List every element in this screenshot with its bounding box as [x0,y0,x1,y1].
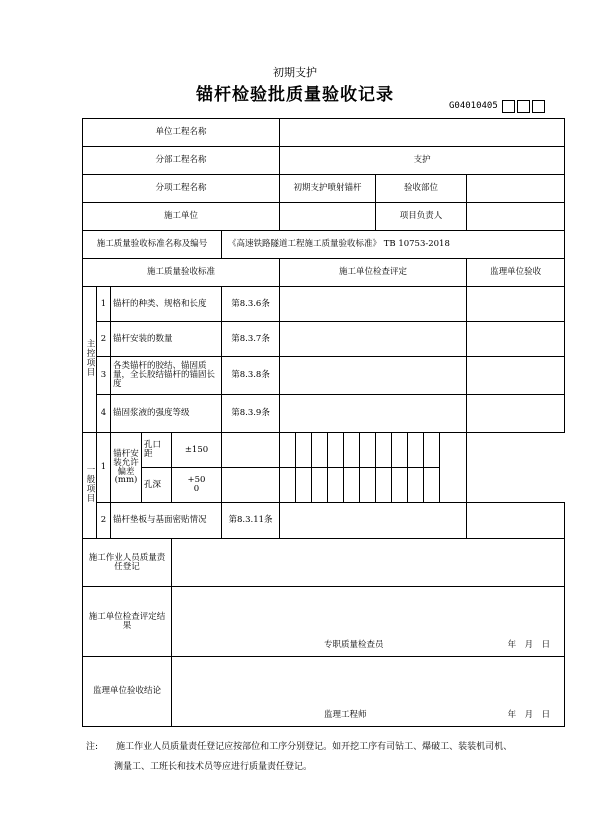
check-cell[interactable] [328,433,344,468]
supervision-conclusion-value[interactable] [172,657,565,727]
main-items-group-label: 主控项目 [83,287,97,433]
acceptance-part-label: 验收部位 [376,175,467,203]
note-line-2: 测量工、工班长和技术员等应进行质量责任登记。 [114,762,313,772]
qc-inspector-label: 专职质量检查员 [324,640,384,651]
main-item-name: 锚固浆液的强度等级 [111,395,222,433]
general-item-check[interactable] [280,503,467,539]
sub-project-value[interactable]: 支护 [280,147,565,175]
hole-depth-label: 孔深 [142,468,172,503]
general-item-ref: 第8.3.11条 [222,503,280,539]
worker-record-value[interactable] [172,539,565,587]
main-item-no: 3 [97,357,111,395]
main-item-supervision[interactable] [467,287,565,322]
construction-unit-label: 施工单位 [83,203,280,231]
check-result-label: 施工单位检查评定结果 [83,587,172,657]
supervisor-label: 监理工程师 [324,710,367,721]
project-leader-value[interactable] [467,203,565,231]
general-item-no: 1 [97,433,111,503]
check-cell[interactable] [328,468,344,503]
main-item-name: 锚杆的种类、规格和长度 [111,287,222,322]
footnote [86,737,556,777]
form-code: G04010405 [449,101,498,111]
acceptance-record-table [82,118,565,727]
main-item-name: 各类锚杆的胶结、锚固质量，全长胶结锚杆的锚固长度 [111,357,222,395]
col-header-standard: 施工质量验收标准 [83,259,280,287]
item-project-value[interactable]: 初期支护喷射锚杆 [280,175,376,203]
hole-distance-tolerance: ±150 [172,433,222,468]
check-cell[interactable] [312,468,328,503]
supervision-conclusion-label: 监理单位验收结论 [83,657,172,727]
general-item-supervision[interactable] [440,433,467,503]
main-item-name: 锚杆安装的数量 [111,322,222,357]
check-date-label: 年 月 日 [507,640,551,651]
code-box-1[interactable] [502,100,515,113]
main-item-check[interactable] [280,395,467,433]
note-line-1: 施工作业人员质量责任登记应按部位和工序分别登记。如开挖工序有司钻工、爆破工、装装机司机、 [116,742,513,752]
main-item-supervision[interactable] [467,357,565,395]
general-item-name: 锚杆垫板与基面密贴情况 [111,503,222,539]
check-cell[interactable] [296,468,312,503]
main-item-supervision[interactable] [467,322,565,357]
standard-name-value: 《高速铁路隧道工程施工质量验收标准》 TB 10753-2018 [222,231,565,259]
check-cell[interactable] [424,433,440,468]
unit-project-label: 单位工程名称 [83,119,280,147]
main-item-no: 4 [97,395,111,433]
check-cell[interactable] [360,433,376,468]
sub-project-label: 分部工程名称 [83,147,280,175]
acceptance-part-value[interactable] [467,175,565,203]
check-cell[interactable] [222,433,280,468]
check-cell[interactable] [392,433,408,468]
item-project-label: 分项工程名称 [83,175,280,203]
check-cell[interactable] [296,433,312,468]
construction-unit-value[interactable] [280,203,376,231]
check-cell[interactable] [392,468,408,503]
check-result-value[interactable] [172,587,565,657]
check-cell[interactable] [222,468,280,503]
general-item-supervision[interactable] [467,503,565,539]
check-cell[interactable] [376,468,392,503]
standard-name-label: 施工质量验收标准名称及编号 [83,231,222,259]
check-cell[interactable] [280,433,296,468]
main-item-check[interactable] [280,322,467,357]
unit-project-value[interactable] [280,119,565,147]
main-item-ref: 第8.3.6条 [222,287,280,322]
supervision-date-label: 年 月 日 [507,710,551,721]
check-cell[interactable] [424,468,440,503]
check-cell[interactable] [408,468,424,503]
worker-record-label: 施工作业人员质量责任登记 [83,539,172,587]
main-item-ref: 第8.3.9条 [222,395,280,433]
check-cell[interactable] [408,433,424,468]
note-prefix: 注: [86,742,99,752]
main-item-ref: 第8.3.8条 [222,357,280,395]
hole-distance-label: 孔口距 [142,433,172,468]
main-item-supervision[interactable] [467,395,565,433]
check-cell[interactable] [312,433,328,468]
check-cell[interactable] [344,433,360,468]
hole-depth-tolerance: +50 0 [172,468,222,503]
main-item-ref: 第8.3.7条 [222,322,280,357]
check-cell[interactable] [344,468,360,503]
general-item-deviation-label: 锚杆安装允许偏差(mm) [111,433,142,503]
code-box-2[interactable] [517,100,530,113]
general-item-no: 2 [97,503,111,539]
col-header-check: 施工单位检查评定 [280,259,467,287]
main-item-check[interactable] [280,357,467,395]
project-leader-label: 项目负责人 [376,203,467,231]
main-item-no: 2 [97,322,111,357]
document-subtitle: 初期支护 [273,66,317,79]
main-item-no: 1 [97,287,111,322]
code-box-3[interactable] [532,100,545,113]
col-header-supervision: 监理单位验收 [467,259,565,287]
check-cell[interactable] [280,468,296,503]
main-item-check[interactable] [280,287,467,322]
check-cell[interactable] [376,433,392,468]
check-cell[interactable] [360,468,376,503]
general-items-group-label: 一般项目 [83,433,97,539]
document-title: 锚杆检验批质量验收记录 [196,85,394,105]
